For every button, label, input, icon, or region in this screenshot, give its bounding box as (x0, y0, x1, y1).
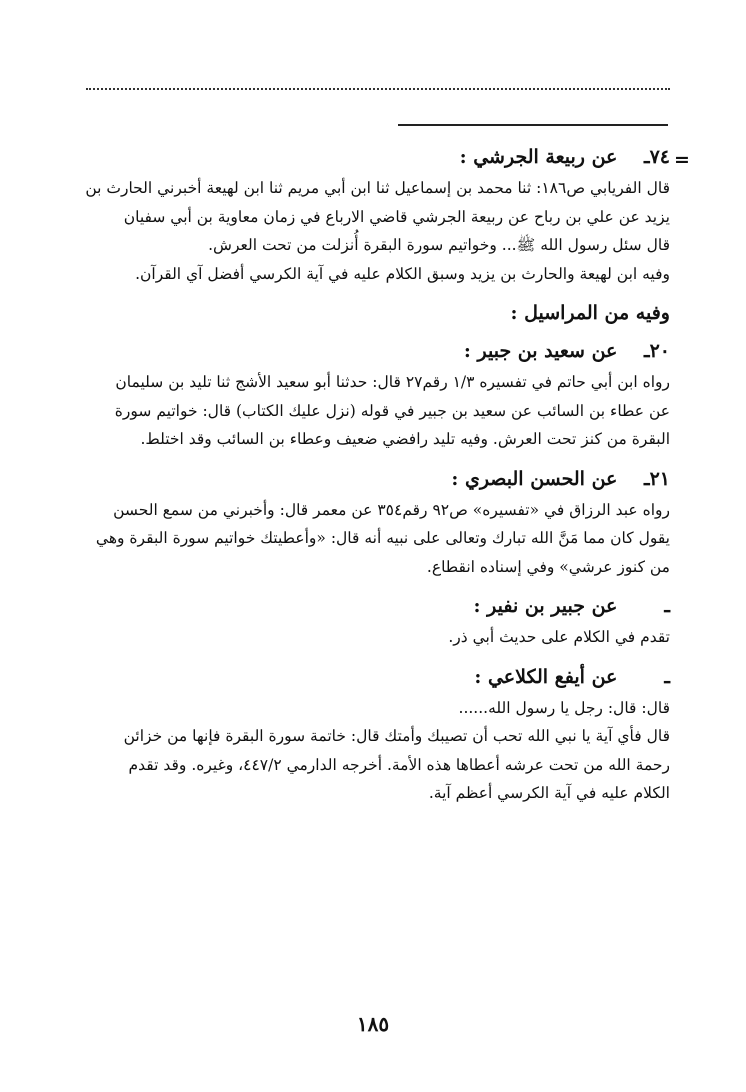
equals-mark: = (674, 149, 690, 171)
section-ayfa-alkalai (76, 662, 670, 808)
text-line: الكلام عليه في آية الكرسي أعظم آية. (428, 784, 670, 802)
section-said-ibn-jubayr (76, 336, 670, 454)
footnote-rule (398, 124, 668, 126)
text-line: رحمة الله من تحت عرشه أعطاها هذه الأمة. أخرجه الدارمي ٤٤٧/٢، وغيره. وقد تقدم (128, 755, 670, 774)
text-line: عن عطاء بن السائب عن سعيد بن جبير في قوله (نزل عليك الكتاب) قال: خواتيم سورة (114, 401, 670, 420)
section-heading (76, 298, 670, 328)
section-heading (76, 662, 670, 692)
page-number: ١٨٥ (356, 1012, 390, 1036)
text-line: قال فأي آية يا نبي الله تحب أن تصيبك وأمتك قال: خاتمة سورة البقرة فإنها من خزائن (123, 727, 670, 745)
section-heading (76, 464, 670, 494)
text-line: رواه ابن أبي حاتم في تفسيره ١/٣ رقم٢٧ قال: حدثنا أبو سعيد الأشج ثنا تليد بن سليمان (115, 373, 670, 391)
text-line: من كنوز عرشي» وفي إسناده انقطاع. (426, 557, 670, 576)
text-line: قال الفريابي ص١٨٦: ثنا محمد بن إسماعيل ثنا ابن أبي مريم ثنا ابن لهيعة أخبرني الحارث بن (85, 179, 670, 197)
page-content (76, 142, 670, 818)
text-line: تقدم في الكلام على حديث أبي ذر. (448, 628, 670, 646)
section-heading (76, 142, 670, 172)
section-title: عن الحسن البصري : (451, 467, 618, 490)
section-heading (76, 591, 670, 621)
section-title: عن ربيعة الجرشي : (459, 146, 618, 168)
section-number: ٧٤ـ (644, 146, 670, 168)
section-title: عن أيفع الكلاعي : (474, 665, 618, 688)
section-dash: ـ (664, 595, 670, 617)
text-line: وفيه ابن لهيعة والحارث بن يزيد وسبق الكلام عليه في آية الكرسي أفضل آي القرآن. (135, 264, 670, 283)
section-mursal-intro (76, 298, 670, 328)
section-number: ٢١ـ (644, 467, 670, 490)
text-line: يزيد عن علي بن رباح عن ربيعة الجرشي قاضي الارباع في زمان معاوية بن أبي سفيان (123, 207, 670, 226)
section-title: عن جبير بن نفير : (473, 595, 618, 617)
text-line: قال: قال: رجل يا رسول الله...... (458, 698, 670, 717)
section-heading (76, 336, 670, 366)
section-hasan-albasri (76, 464, 670, 582)
section-title: وفيه من المراسيل : (510, 302, 670, 324)
section-rabia-aljurashi (76, 142, 670, 288)
section-number: ٢٠ـ (644, 340, 670, 362)
section-dash: ـ (664, 665, 670, 688)
dotted-separator (86, 88, 670, 90)
text-line: قال سئل رسول الله ﷺ... وخواتيم سورة البقرة أُنزلت من تحت العرش. (208, 236, 670, 254)
text-line: البقرة من كنز تحت العرش. وفيه تليد رافضي ضعيف وعطاء بن السائب وقد اختلط. (140, 430, 670, 448)
text-line: رواه عبد الرزاق في «تفسيره» ص٩٢ رقم٣٥٤ عن معمر قال: وأخبرني من سمع الحسن (113, 500, 670, 519)
section-jubayr-ibn-nufayr (76, 591, 670, 652)
section-title: عن سعيد بن جبير : (463, 340, 618, 362)
text-line: يقول كان مما مَنَّ الله تبارك وتعالى على نبيه أنه قال: «وأعطيتك خواتيم سورة البقرة وهي (95, 529, 670, 547)
